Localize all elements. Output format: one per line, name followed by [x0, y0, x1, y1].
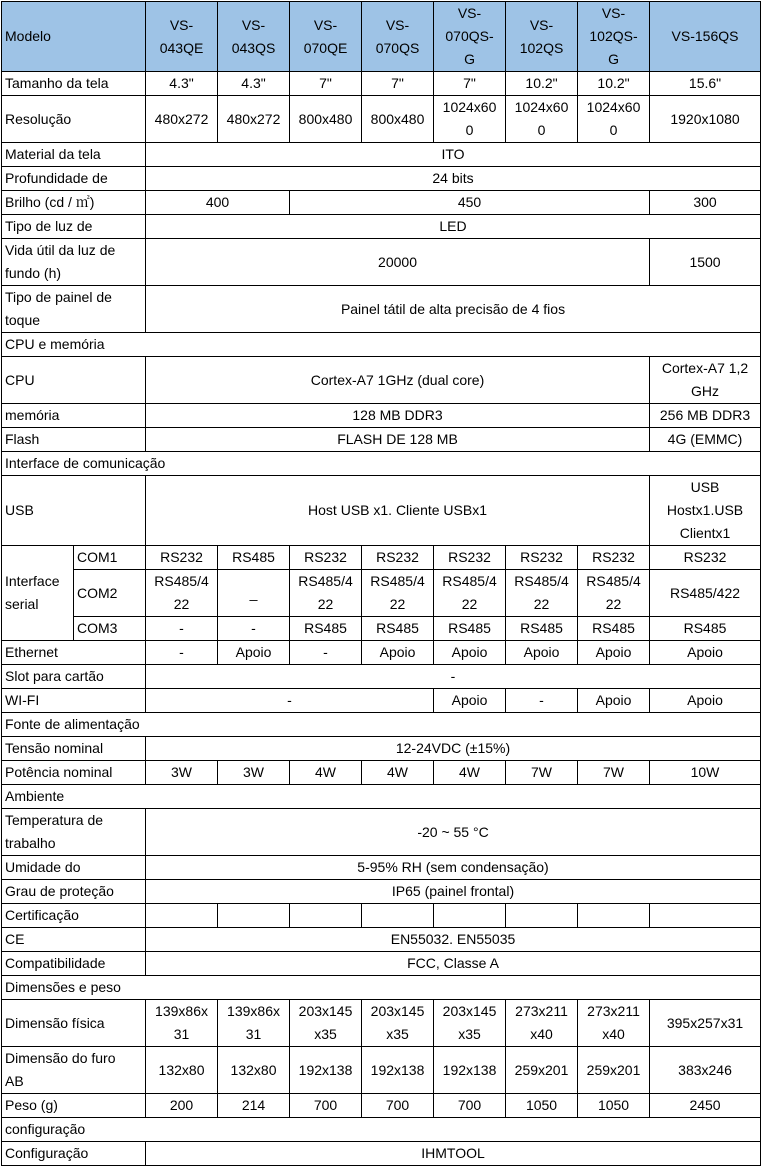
cell-value: 4W [434, 761, 506, 785]
cell-value: RS232 [362, 546, 434, 570]
cell-value: 1050 [578, 1094, 650, 1118]
empty-cell [578, 904, 650, 928]
cell-value: 203x145 x35 [290, 1000, 362, 1047]
cell-value: RS485/422 [650, 570, 761, 617]
backlight-type-row [2, 215, 761, 239]
protection-row [2, 880, 761, 904]
cell-value: Apoio [434, 689, 506, 713]
brightness-row [2, 191, 761, 215]
empty-cell [434, 904, 506, 928]
row-label: Profundidade de [2, 167, 146, 191]
cell-value: 192x138 [434, 1047, 506, 1094]
cell-value: 1024x60 0 [434, 96, 506, 143]
cell-value: RS485/4 22 [434, 570, 506, 617]
section-comm-row [2, 452, 761, 476]
cell-value: -20 ~ 55 °C [146, 809, 761, 856]
cell-value: 5-95% RH (sem condensação) [146, 856, 761, 880]
cell-value: RS485 [650, 617, 761, 641]
cell-value: EN55032. EN55035 [146, 928, 761, 952]
cell-value: 12-24VDC (±15%) [146, 737, 761, 761]
rated-voltage-row [2, 737, 761, 761]
section-env-row [2, 785, 761, 809]
cell-value: RS485 [362, 617, 434, 641]
cell-value: 7W [578, 761, 650, 785]
row-label: Material da tela [2, 143, 146, 167]
cell-value: RS485/4 22 [578, 570, 650, 617]
usb-row [2, 476, 761, 546]
cell-value: 192x138 [362, 1047, 434, 1094]
section-config-row [2, 1118, 761, 1142]
cell-value: RS232 [506, 546, 578, 570]
cell-value: 132x80 [146, 1047, 218, 1094]
cell-value: 300 [650, 191, 761, 215]
com1-row [2, 546, 761, 570]
wifi-row [2, 689, 761, 713]
cell-value: Painel tátil de alta precisão de 4 fios [146, 286, 761, 333]
memory-row [2, 404, 761, 428]
cell-value: Apoio [650, 641, 761, 665]
cell-value: 395x257x31 [650, 1000, 761, 1047]
resolution-row [2, 96, 761, 143]
cell-value: 10W [650, 761, 761, 785]
cell-value: RS485 [218, 546, 290, 570]
section-heading: Fonte de alimentação [2, 713, 761, 737]
cell-value: 480x272 [218, 96, 290, 143]
cell-value: 128 MB DDR3 [146, 404, 650, 428]
row-label: Flash [2, 428, 146, 452]
row-label: Grau de proteção [2, 880, 146, 904]
cell-value: USB Hostx1.USB Clientx1 [650, 476, 761, 546]
cell-value: 214 [218, 1094, 290, 1118]
model-name: VS- 102QS [506, 2, 578, 72]
card-slot-row [2, 665, 761, 689]
section-heading: Dimensões e peso [2, 976, 761, 1000]
sub-label: COM3 [74, 617, 146, 641]
com3-row [2, 617, 761, 641]
row-label: Certificação [2, 904, 146, 928]
cell-value: 400 [146, 191, 290, 215]
ce-row [2, 928, 761, 952]
cell-value: - [146, 641, 218, 665]
model-name: VS- 070QS [362, 2, 434, 72]
flash-row [2, 428, 761, 452]
backlight-life-row [2, 239, 761, 286]
cell-value: 1500 [650, 239, 761, 286]
configuration-row [2, 1142, 761, 1166]
cell-value: 4W [362, 761, 434, 785]
row-label: Interface serial [2, 546, 74, 641]
touch-panel-row [2, 286, 761, 333]
cell-value: 3W [146, 761, 218, 785]
cell-value: 800x480 [290, 96, 362, 143]
cell-value: 10.2" [578, 72, 650, 96]
row-label: memória [2, 404, 146, 428]
cell-value: 383x246 [650, 1047, 761, 1094]
row-label: Configuração [2, 1142, 146, 1166]
cell-value: 480x272 [146, 96, 218, 143]
row-label: Vida útil da luz de fundo (h) [2, 239, 146, 286]
row-label: CE [2, 928, 146, 952]
cell-value: 700 [290, 1094, 362, 1118]
cell-value: 259x201 [578, 1047, 650, 1094]
row-label: Brilho (cd / ㎡) [2, 191, 146, 215]
color-depth-row [2, 167, 761, 191]
cell-value: 4.3" [218, 72, 290, 96]
cell-value: FCC, Classe A [146, 952, 761, 976]
cell-value: RS485/4 22 [146, 570, 218, 617]
row-label: Dimensão do furo AB [2, 1047, 146, 1094]
cell-value: RS485 [506, 617, 578, 641]
row-label: Tipo de painel de toque [2, 286, 146, 333]
cell-value: RS485 [578, 617, 650, 641]
cell-value: 200 [146, 1094, 218, 1118]
cell-value: Apoio [506, 641, 578, 665]
cell-value: Host USB x1. Cliente USBx1 [146, 476, 650, 546]
cell-value: - [290, 641, 362, 665]
cell-value: RS232 [650, 546, 761, 570]
cell-value: 192x138 [290, 1047, 362, 1094]
section-heading: configuração [2, 1118, 761, 1142]
row-label: CPU [2, 357, 146, 404]
row-label: Umidade do [2, 856, 146, 880]
cell-value: - [146, 689, 434, 713]
cell-value: RS485 [434, 617, 506, 641]
cell-value: 1024x60 0 [578, 96, 650, 143]
cell-value: 1920x1080 [650, 96, 761, 143]
physical-dim-row [2, 1000, 761, 1047]
cell-value: 24 bits [146, 167, 761, 191]
cell-value: RS232 [434, 546, 506, 570]
sub-label: COM2 [74, 570, 146, 617]
cell-value: - [146, 617, 218, 641]
model-name: VS- 102QS- G [578, 2, 650, 72]
header-label: Modelo [2, 2, 146, 72]
cell-value: RS232 [290, 546, 362, 570]
cell-value: RS485/4 22 [506, 570, 578, 617]
model-name: VS- 043QE [146, 2, 218, 72]
cell-value: 15.6" [650, 72, 761, 96]
cell-value: 203x145 x35 [362, 1000, 434, 1047]
cell-value: 1024x60 0 [506, 96, 578, 143]
header-row [2, 2, 761, 72]
cell-value: 256 MB DDR3 [650, 404, 761, 428]
row-label: Compatibilidade [2, 952, 146, 976]
weight-row [2, 1094, 761, 1118]
cell-value: 203x145 x35 [434, 1000, 506, 1047]
cell-value: 4.3" [146, 72, 218, 96]
cell-value: 450 [290, 191, 650, 215]
empty-cell [146, 904, 218, 928]
cell-value: 10.2" [506, 72, 578, 96]
row-label: Tensão nominal [2, 737, 146, 761]
cell-value: RS485 [290, 617, 362, 641]
empty-cell [506, 904, 578, 928]
cell-value: 4W [290, 761, 362, 785]
row-label: WI-FI [2, 689, 146, 713]
model-name: VS-156QS [650, 2, 761, 72]
model-name: VS- 043QS [218, 2, 290, 72]
humidity-row [2, 856, 761, 880]
section-heading: CPU e memória [2, 333, 761, 357]
certification-row [2, 904, 761, 928]
cell-value: FLASH DE 128 MB [146, 428, 650, 452]
cell-value: 1050 [506, 1094, 578, 1118]
cell-value: ITO [146, 143, 761, 167]
model-name: VS- 070QS- G [434, 2, 506, 72]
work-temp-row [2, 809, 761, 856]
cell-value: 132x80 [218, 1047, 290, 1094]
empty-cell [650, 904, 761, 928]
cell-value: IHMTOOL [146, 1142, 761, 1166]
cell-value: 273x211 x40 [506, 1000, 578, 1047]
section-dims-row [2, 976, 761, 1000]
cell-value: 700 [362, 1094, 434, 1118]
section-heading: Ambiente [2, 785, 761, 809]
cell-value: - [218, 617, 290, 641]
section-heading: Interface de comunicação [2, 452, 761, 476]
cell-value: Apoio [650, 689, 761, 713]
section-cpu-row [2, 333, 761, 357]
cell-value: Apoio [218, 641, 290, 665]
cutout-dim-row [2, 1047, 761, 1094]
cell-value: Cortex-A7 1GHz (dual core) [146, 357, 650, 404]
row-label: Potência nominal [2, 761, 146, 785]
cell-value: Apoio [434, 641, 506, 665]
rated-power-row [2, 761, 761, 785]
cell-value: - [146, 665, 761, 689]
section-power-row [2, 713, 761, 737]
cell-value: 259x201 [506, 1047, 578, 1094]
screen-material-row [2, 143, 761, 167]
cell-value: 7W [506, 761, 578, 785]
cell-value: - [506, 689, 578, 713]
cell-value: Apoio [578, 689, 650, 713]
sub-label: COM1 [74, 546, 146, 570]
row-label: Temperatura de trabalho [2, 809, 146, 856]
row-label: Ethernet [2, 641, 146, 665]
empty-cell [218, 904, 290, 928]
cell-value: _ [218, 570, 290, 617]
cell-value: Apoio [362, 641, 434, 665]
cell-value: 139x86x 31 [218, 1000, 290, 1047]
row-label: Tipo de luz de [2, 215, 146, 239]
cell-value: 273x211 x40 [578, 1000, 650, 1047]
cell-value: RS485/4 22 [362, 570, 434, 617]
cell-value: 20000 [146, 239, 650, 286]
cell-value: RS232 [578, 546, 650, 570]
cell-value: 7" [434, 72, 506, 96]
model-name: VS- 070QE [290, 2, 362, 72]
cell-value: 139x86x 31 [146, 1000, 218, 1047]
compatibility-row [2, 952, 761, 976]
cell-value: LED [146, 215, 761, 239]
cell-value: Apoio [578, 641, 650, 665]
cell-value: 7" [290, 72, 362, 96]
row-label: Dimensão física [2, 1000, 146, 1047]
row-label: Peso (g) [2, 1094, 146, 1118]
cell-value: 3W [218, 761, 290, 785]
empty-cell [362, 904, 434, 928]
cpu-row [2, 357, 761, 404]
com2-row [2, 570, 761, 617]
row-label: Resolução [2, 96, 146, 143]
cell-value: IP65 (painel frontal) [146, 880, 761, 904]
row-label: Slot para cartão [2, 665, 146, 689]
cell-value: 700 [434, 1094, 506, 1118]
screen-size-row [2, 72, 761, 96]
cell-value: 2450 [650, 1094, 761, 1118]
spec-table [1, 1, 761, 1166]
cell-value: RS485/4 22 [290, 570, 362, 617]
ethernet-row [2, 641, 761, 665]
cell-value: RS232 [146, 546, 218, 570]
cell-value: Cortex-A7 1,2 GHz [650, 357, 761, 404]
row-label: Tamanho da tela [2, 72, 146, 96]
cell-value: 800x480 [362, 96, 434, 143]
cell-value: 7" [362, 72, 434, 96]
empty-cell [290, 904, 362, 928]
cell-value: 4G (EMMC) [650, 428, 761, 452]
row-label: USB [2, 476, 146, 546]
